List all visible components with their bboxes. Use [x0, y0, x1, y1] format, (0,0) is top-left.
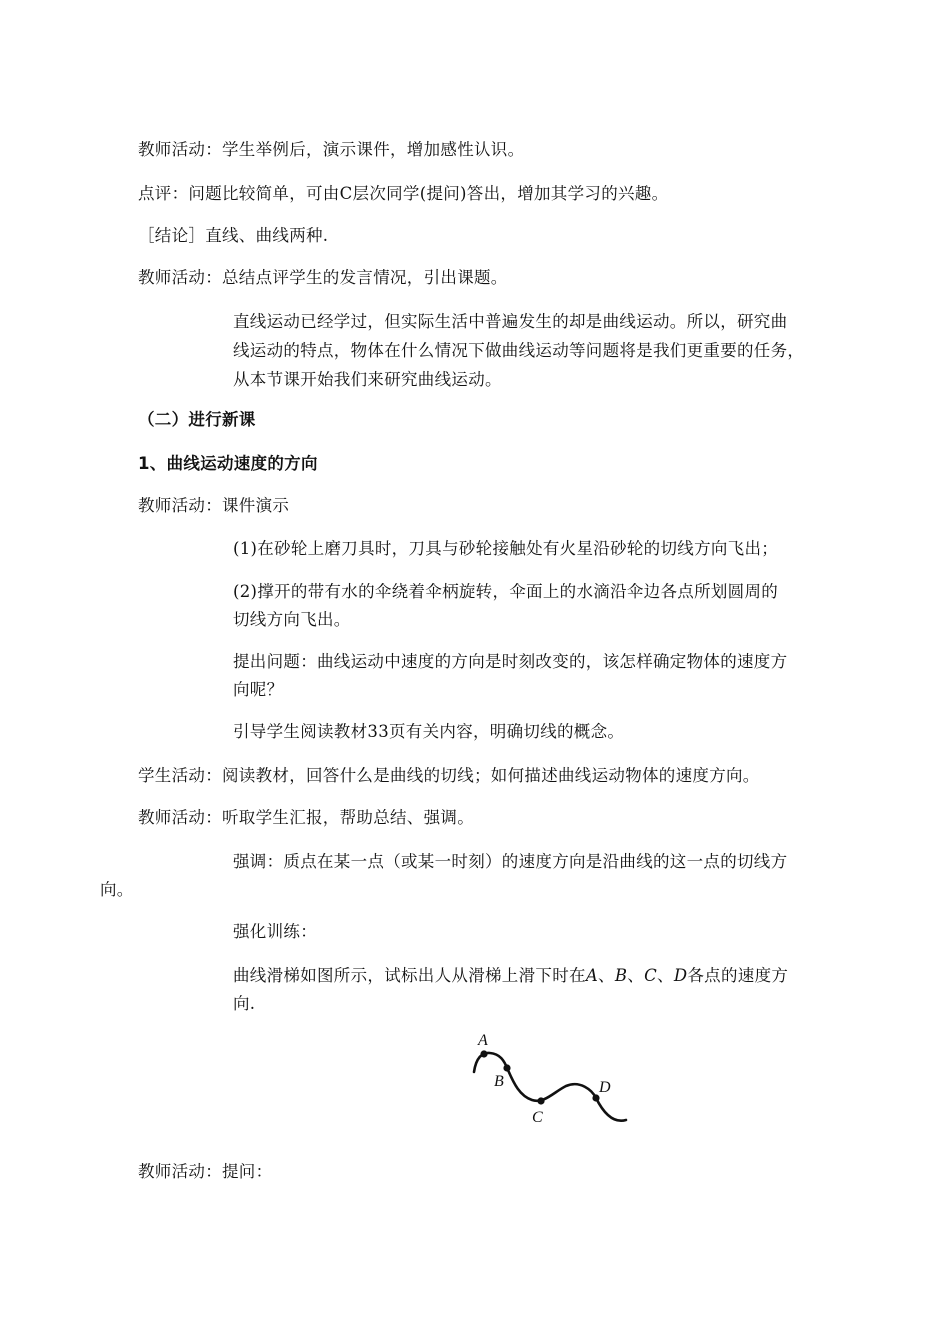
paragraph-teacher-activity-3: 教师活动：听取学生汇报，帮助总结、强调。 [138, 808, 474, 827]
paragraph-comment: 点评：问题比较简单，可由C层次同学(提问)答出，增加其学习的兴趣。 [138, 184, 669, 203]
exercise-sep-3: 、 [657, 966, 674, 985]
paragraph-emphasis-line-2: 向。 [100, 880, 134, 899]
exercise-text-post: 各点的速度方 [687, 966, 789, 985]
paragraph-question-line-2: 向呢？ [233, 680, 284, 699]
paragraph-teacher-activity-1: 教师活动：学生举例后，演示课件，增加感性认识。 [138, 140, 525, 159]
paragraph-exercise-line-1 [233, 962, 788, 986]
label-c: C [532, 1109, 543, 1126]
point-b-dot [503, 1064, 510, 1071]
point-c-dot [537, 1097, 544, 1104]
paragraph-example-2-line-1: (2)撑开的带有水的伞绕着伞柄旋转，伞面上的水滴沿伞边各点所划圆周的 [233, 582, 779, 601]
point-a-dot [480, 1050, 487, 1057]
exercise-point-a: A [585, 966, 599, 985]
paragraph-intro-line-3: 从本节课开始我们来研究曲线运动。 [233, 370, 502, 389]
exercise-point-d: D [673, 966, 688, 985]
label-d: D [599, 1079, 611, 1096]
exercise-point-b: B [614, 966, 628, 985]
exercise-point-c: C [644, 966, 658, 985]
label-a: A [478, 1032, 488, 1049]
paragraph-exercise-line-2: 向. [233, 994, 256, 1013]
paragraph-student-activity: 学生活动：阅读教材，回答什么是曲线的切线；如何描述曲线运动物体的速度方向。 [138, 766, 760, 785]
paragraph-intro-line-1: 直线运动已经学过，但实际生活中普遍发生的却是曲线运动。所以，研究曲 [233, 312, 788, 331]
paragraph-teacher-question: 教师活动：提问： [138, 1162, 273, 1181]
section-heading: （二）进行新课 [138, 410, 256, 429]
exercise-sep-2: 、 [627, 966, 645, 985]
paragraph-emphasis-line-1: 强调：质点在某一点（或某一时刻）的速度方向是沿曲线的这一点的切线方 [233, 852, 788, 871]
exercise-text-pre: 曲线滑梯如图所示，试标出人从滑梯上滑下时在 [233, 966, 586, 985]
paragraph-example-1: (1)在砂轮上磨刀具时，刀具与砂轮接触处有火星沿砂轮的切线方向飞出； [233, 539, 779, 558]
subheading: 1、曲线运动速度的方向 [138, 454, 318, 473]
paragraph-practice-label: 强化训练： [233, 922, 317, 941]
paragraph-teacher-activity-2: 教师活动：总结点评学生的发言情况，引出课题。 [138, 268, 508, 287]
paragraph-guide-reading: 引导学生阅读教材33页有关内容，明确切线的概念。 [233, 722, 625, 741]
label-b: B [494, 1073, 504, 1090]
paragraph-conclusion: ［结论］直线、曲线两种. [138, 226, 329, 245]
paragraph-question-line-1: 提出问题：曲线运动中速度的方向是时刻改变的，该怎样确定物体的速度方 [233, 652, 788, 671]
exercise-sep-1: 、 [598, 966, 615, 985]
slide-curve-figure [462, 1030, 642, 1130]
paragraph-example-2-line-2: 切线方向飞出。 [233, 610, 351, 629]
paragraph-intro-line-2: 线运动的特点，物体在什么情况下做曲线运动等问题将是我们更重要的任务， [233, 341, 805, 360]
paragraph-courseware-demo: 教师活动：课件演示 [138, 496, 290, 515]
